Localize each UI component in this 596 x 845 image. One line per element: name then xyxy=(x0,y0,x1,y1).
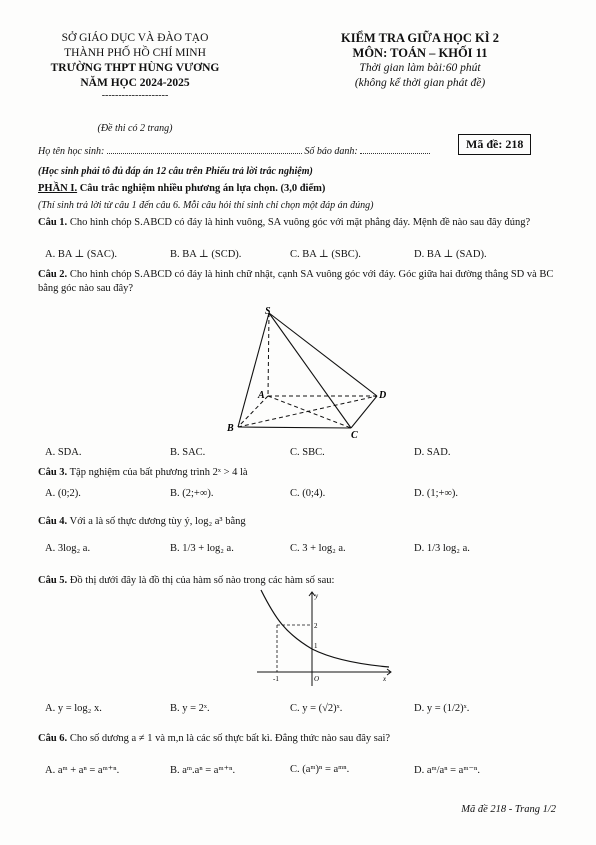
school-name: TRƯỜNG THPT HÙNG VƯƠNG xyxy=(50,62,220,74)
student-name-label: Họ tên học sinh: xyxy=(38,146,105,157)
q6-option-d[interactable]: D. aᵐ/aⁿ = aᵐ⁻ⁿ. xyxy=(414,765,480,776)
x-axis-label: x xyxy=(383,675,387,683)
function-curve xyxy=(261,590,389,667)
question-5-text: Đồ thị dưới đây là đồ thị của hàm số nào trong các hàm số sau: xyxy=(69,575,335,586)
q6-option-a[interactable]: A. aᵐ + aⁿ = aᵐ⁺ⁿ. xyxy=(45,765,120,776)
student-name-field[interactable] xyxy=(107,153,302,154)
exam-subject: MÔN: TOÁN – KHỐI 11 xyxy=(352,46,488,60)
question-3-text: Tập nghiệm của bất phương trình 2ˣ > 4 là xyxy=(69,467,248,478)
exam-title: KIỂM TRA GIỮA HỌC KÌ 2 xyxy=(340,31,499,45)
exam-time: Thời gian làm bài:60 phút xyxy=(359,62,481,74)
edge-sb xyxy=(238,313,269,427)
school-year: NĂM HỌC 2024-2025 xyxy=(80,77,190,89)
q4-option-b[interactable]: B. 1/3 + log₂ a. xyxy=(170,543,234,554)
answer-sheet-note: (Học sinh phải tô đủ đáp án 12 câu trên Phiếu trả lời trắc nghiệm) xyxy=(38,166,313,177)
q2-option-d[interactable]: D. SAD. xyxy=(414,447,451,458)
question-2 xyxy=(38,268,558,296)
q1-option-d[interactable]: D. BA ⊥ (SAD). xyxy=(414,249,487,260)
pyramid-figure xyxy=(220,305,400,440)
question-3 xyxy=(38,466,558,480)
q6-option-c[interactable]: C. (aᵐ)ⁿ = aᵐⁿ. xyxy=(290,764,350,775)
q5-option-a[interactable]: A. y = log₂ x. xyxy=(45,703,102,714)
q1-option-a[interactable]: A. BA ⊥ (SAC). xyxy=(45,249,118,260)
header-left xyxy=(40,31,230,101)
q2-option-b[interactable]: B. SAC. xyxy=(170,447,206,458)
question-4 xyxy=(38,515,558,529)
header-separator: -------------------- xyxy=(101,90,169,101)
question-5-label: Câu 5. xyxy=(38,575,68,586)
y-axis-label: y xyxy=(315,592,319,600)
header-right xyxy=(305,31,535,91)
vertex-a-label: A xyxy=(258,390,265,401)
vertex-d-label: D xyxy=(379,390,387,401)
q5-option-d[interactable]: D. y = (1/2)ˣ. xyxy=(414,703,470,714)
question-2-label: Câu 2. xyxy=(38,269,68,280)
q1-option-c[interactable]: C. BA ⊥ (SBC). xyxy=(290,249,361,260)
diagonal-ac xyxy=(268,396,351,428)
q1-option-b[interactable]: B. BA ⊥ (SCD). xyxy=(170,249,242,260)
question-1 xyxy=(38,216,558,230)
question-4-text: Với a là số thực dương tùy ý, log₂ a³ bằng xyxy=(69,516,246,527)
origin-label: O xyxy=(314,675,320,683)
pages-note: (Đề thi có 2 trang) xyxy=(97,123,173,134)
question-6-label: Câu 6. xyxy=(38,733,68,744)
q2-option-c[interactable]: C. SBC. xyxy=(290,447,325,458)
question-3-label: Câu 3. xyxy=(38,467,68,478)
question-6 xyxy=(38,732,558,746)
part-heading xyxy=(38,183,558,194)
q5-option-b[interactable]: B. y = 2ˣ. xyxy=(170,703,210,714)
exponential-graph xyxy=(255,588,395,688)
tick-2-label: 2 xyxy=(314,622,318,630)
q3-option-b[interactable]: B. (2;+∞). xyxy=(170,488,214,499)
exam-code-badge: Mã đề: 218 xyxy=(458,134,531,155)
part-note: (Thí sinh trả lời từ câu 1 đến câu 6. Mỗi câu hỏi thí sinh chỉ chọn một đáp án đúng) xyxy=(38,200,374,211)
department-name: SỞ GIÁO DỤC VÀ ĐÀO TẠO xyxy=(61,32,209,44)
tick-neg1-label: -1 xyxy=(273,675,279,683)
part-label: PHẦN I. xyxy=(38,183,78,194)
question-4-label: Câu 4. xyxy=(38,516,68,527)
page-footer: Mã đề 218 - Trang 1/2 xyxy=(461,804,556,815)
edge-sd xyxy=(269,313,377,396)
question-2-text: Cho hình chóp S.ABCD có đáy là hình chữ nhật, cạnh SA vuông góc với đáy. Góc giữa hai đường thẳng SD và BC bằng góc nào sau đây? xyxy=(38,269,554,294)
q2-option-a[interactable]: A. SDA. xyxy=(45,447,82,458)
question-1-text: Cho hình chóp S.ABCD có đáy là hình vuông, SA vuông góc với mặt phẳng đáy. Mệnh đề nào sau đây đúng? xyxy=(69,217,531,228)
student-id-field[interactable] xyxy=(360,153,430,154)
student-id-label: Số báo danh: xyxy=(304,146,358,157)
tick-1-label: 1 xyxy=(314,642,318,650)
exam-time-note: (không kể thời gian phát đề) xyxy=(354,77,486,89)
student-info-line xyxy=(38,146,458,157)
vertex-b-label: B xyxy=(227,423,234,434)
question-1-label: Câu 1. xyxy=(38,217,68,228)
question-6-text: Cho số dương a ≠ 1 và m,n là các số thực bất kì. Đẳng thức nào sau đây sai? xyxy=(69,733,391,744)
part-title: Câu trắc nghiệm nhiều phương án lựa chọn. (3,0 điểm) xyxy=(79,183,326,194)
vertex-c-label: C xyxy=(351,430,358,440)
question-5 xyxy=(38,574,558,588)
q4-option-a[interactable]: A. 3log₂ a. xyxy=(45,543,91,554)
q4-option-c[interactable]: C. 3 + log₂ a. xyxy=(290,543,346,554)
vertex-s-label: S xyxy=(265,306,271,317)
q4-option-d[interactable]: D. 1/3 log₂ a. xyxy=(414,543,470,554)
edge-sa xyxy=(268,313,269,396)
q3-option-a[interactable]: A. (0;2). xyxy=(45,488,81,499)
q3-option-c[interactable]: C. (0;4). xyxy=(290,488,326,499)
city-name: THÀNH PHỐ HỒ CHÍ MINH xyxy=(64,47,206,59)
q3-option-d[interactable]: D. (1;+∞). xyxy=(414,488,459,499)
q5-option-c[interactable]: C. y = (√2)ˣ. xyxy=(290,703,343,714)
edge-bc xyxy=(238,427,351,428)
q6-option-b[interactable]: B. aᵐ.aⁿ = aᵐ⁺ⁿ. xyxy=(170,765,236,776)
